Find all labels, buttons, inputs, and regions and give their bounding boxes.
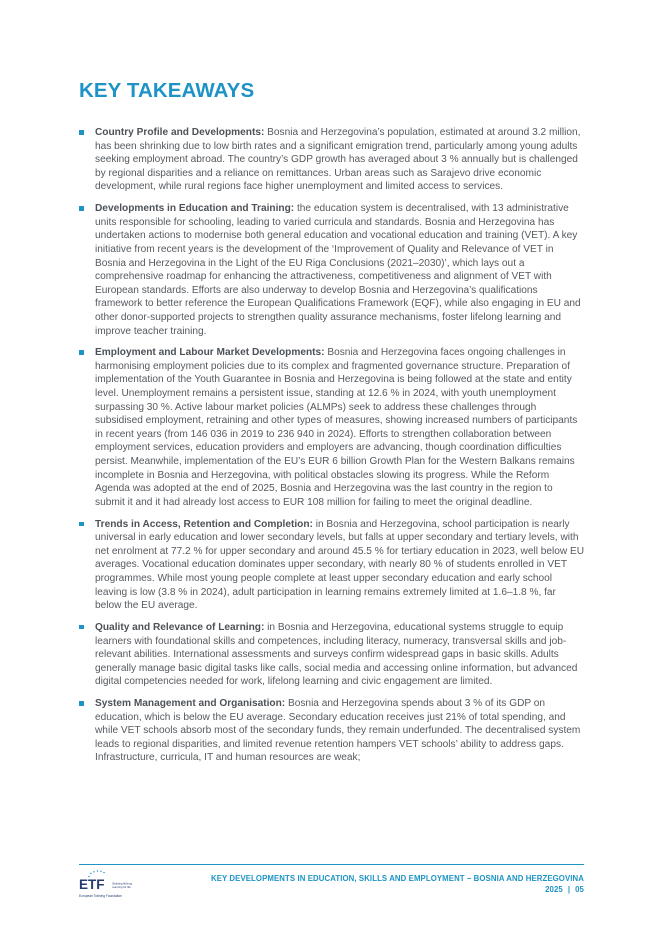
item-heading: System Management and Organisation: (95, 698, 286, 710)
bullet-square-icon (79, 625, 84, 630)
item-paragraph (95, 346, 585, 509)
item-body: Bosnia and Herzegovina faces ongoing challenges in harmonising employment policies due to its complex and fragmented governance structure. Preparation of implementation of the Youth Guarantee in Bosnia and Herzegovina is being followed at the state and entity level. Unemployment remains a persistent issue, standing at 12.6 % in 2024, with youth unemployment surpassing 30 %. Active labour market policies (ALMPs) seek to address these challenges through subsidised employment, retraining and other types of measures, showing increased numbers of participants in recent years (from 146 036 in 2019 to 236 940 in 2024). Efforts to strengthen collaboration between employment services, education providers and employers are advancing, though coordination difficulties persist. Meanwhile, implementation of the EU’s EUR 6 billion Growth Plan for the Western Balkans remains incomplete in Bosnia and Herzegovina, with political obstacles slowing its progress. While the Reform Agenda was adopted at the end of 2025, Bosnia and Herzegovina was the last country in the region to submit it and it had already lost access to EUR 108 million for failing to meet the original deadline. (95, 347, 578, 508)
bullet-square-icon (79, 350, 84, 355)
item-body: in Bosnia and Herzegovina, school participation is nearly universal in early education and lower secondary levels, but falls at upper secondary and tertiary levels, with net enrolment at 77.2 % for upper secondary and around 45.5 % for tertiary education in 2023, well below EU averages. Vocational education dominates upper secondary, with nearly 80 % of students enrolled in VET programmes. While most young people complete at least upper secondary education and early school leaving is low (3.8 % in 2024), adult participation in learning remains extremely limited at 1.6–1.8 %, far below the EU average. (95, 518, 585, 612)
item-heading: Country Profile and Developments: (95, 127, 265, 138)
item-paragraph (95, 621, 585, 689)
list-item (79, 202, 585, 338)
bullet-square-icon (79, 522, 84, 527)
item-body: the education system is decentralised, with 13 administrative units responsible for schooling, leading to varied curricula and standards. Bosnia and Herzegovina has undertaken actions to modernise both general education and vocational education and training (VET). A key initiative from recent years is the development of the ‘Improvement of Quality and Relevance of VET in Bosnia and Herzegovina in the Light of the EU Riga Conclusions (2021–2030)’, which lays out a comprehensive roadmap for enhancing the attractiveness, competitiveness and alignment of VET with European standards. Efforts are also underway to develop Bosnia and Herzegovina’s qualifications framework to better reference the European Qualifications Framework (EQF), while also engaging in EU and other donor-supported projects to strengthen quality assurance mechanisms, foster lifelong learning and improve teacher training. (95, 203, 581, 337)
list-item (79, 346, 585, 509)
list-item (79, 518, 585, 613)
item-body: Bosnia and Herzegovina’s population, estimated at around 3.2 million, has been shrinking due to low birth rates and a significant emigration trend, particularly among young adults seeking employment abroad. The country’s GDP growth has averaged about 3 % annually but is challenged by regional disparities and a reliance on remittances. Urban areas such as Sarajevo drive economic development, while rural regions face higher unemployment and limited access to services. (95, 127, 581, 193)
logo-tagline-line2: learning for life (112, 885, 131, 889)
page-title: KEY TAKEAWAYS (79, 79, 255, 102)
list-item (79, 621, 585, 689)
item-heading: Developments in Education and Training: (95, 203, 295, 215)
footer-running-title: KEY DEVELOPMENTS IN EDUCATION, SKILLS AND EMPLOYMENT – BOSNIA AND HERZEGOVINA (210, 874, 584, 883)
footer-separator: | (567, 885, 571, 894)
logo-tagline-line1: Building lifelong (112, 881, 133, 886)
item-paragraph (95, 697, 585, 765)
bullet-square-icon (79, 701, 84, 706)
page-number: 05 (575, 885, 584, 894)
list-item (79, 697, 585, 765)
logo-org-name: European Training Foundation (79, 894, 122, 898)
item-paragraph (95, 126, 585, 194)
item-paragraph (95, 202, 585, 338)
logo-acronym: ETF (79, 877, 105, 892)
footer-year: 2025 (545, 885, 563, 894)
item-body: Bosnia and Herzegovina spends about 3 % of its GDP on education, which is below the EU average. Secondary education receives just 21% of total spending, and while VET schools absorb most of the secondary funds, they remain underfunded. The decentralised system leads to regional disparities, and limited revenue retention hampers VET schools’ ability to address gaps. Infrastructure, curricula, IT and human resources are weak; (95, 698, 581, 764)
item-paragraph (95, 518, 585, 613)
footer-page-info (211, 884, 584, 895)
item-heading: Trends in Access, Retention and Completion: (95, 518, 313, 530)
list-item (79, 126, 585, 194)
bullet-square-icon (79, 130, 84, 135)
bullet-square-icon (79, 206, 84, 211)
item-heading: Quality and Relevance of Learning: (95, 621, 265, 633)
key-takeaways-list (79, 126, 585, 773)
etf-logo (79, 869, 137, 899)
footer-divider (79, 864, 584, 865)
footer (211, 873, 584, 895)
item-body: in Bosnia and Herzegovina, educational systems struggle to equip learners with foundational skills and competences, including literacy, numeracy, transversal skills and job-relevant abilities. International assessments and surveys confirm widespread gaps in basic skills. Adults generally manage basic digital tasks like calls, social media and accessing online information, but advanced digital competencies needed for work, lifelong learning and civic engagement are limited. (95, 621, 578, 688)
item-heading: Employment and Labour Market Developments: (95, 347, 325, 359)
